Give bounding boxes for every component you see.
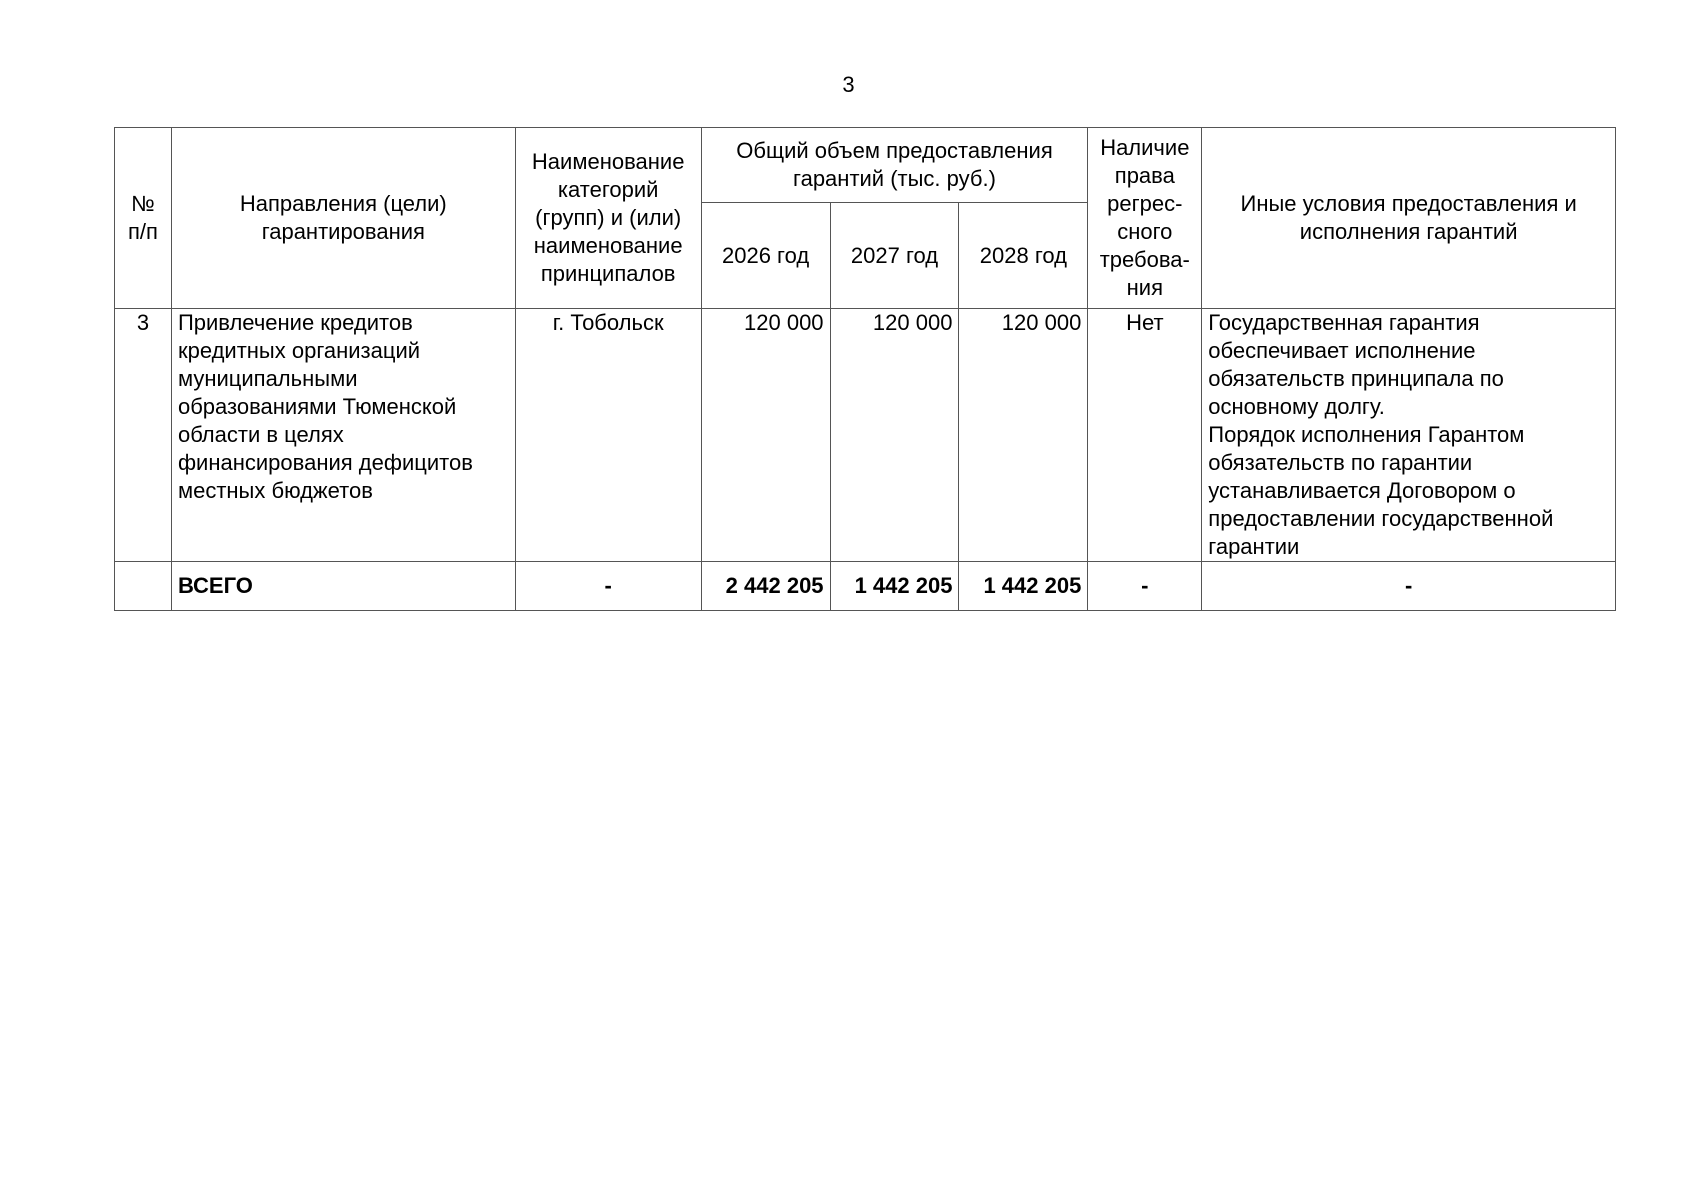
header-year-2026: 2026 год <box>701 203 830 309</box>
total-amount-2026: 2 442 205 <box>701 562 830 611</box>
total-recourse: - <box>1088 562 1202 611</box>
total-label: ВСЕГО <box>171 562 515 611</box>
row-recourse: Нет <box>1088 309 1202 562</box>
row-category: г. Тобольск <box>515 309 701 562</box>
total-amount-2028: 1 442 205 <box>959 562 1088 611</box>
row-conditions-part-1: Государственная гарантия обеспечивает исполнение обязательств принципала по основному долгу. <box>1208 310 1504 419</box>
row-amount-2028: 120 000 <box>959 309 1088 562</box>
header-conditions: Иные условия предоставления и исполнения гарантий <box>1202 128 1616 309</box>
total-conditions: - <box>1202 562 1616 611</box>
total-num <box>115 562 172 611</box>
total-category: - <box>515 562 701 611</box>
header-year-2027: 2027 год <box>830 203 959 309</box>
header-category: Наименование категорий (групп) и (или) наименование принципалов <box>515 128 701 309</box>
row-conditions <box>1202 309 1616 562</box>
header-row <box>115 128 1616 203</box>
header-num: № п/п <box>115 128 172 309</box>
row-direction: Привлечение кредитов кредитных организаций муниципальными образованиями Тюменской области в целях финансирования дефицитов местных бюджетов <box>171 309 515 562</box>
row-num: 3 <box>115 309 172 562</box>
row-amount-2026: 120 000 <box>701 309 830 562</box>
total-row <box>115 562 1616 611</box>
row-amount-2027: 120 000 <box>830 309 959 562</box>
row-conditions-part-2: Порядок исполнения Гарантом обязательств по гарантии устанавливается Договором о предоставлении государственной гарантии <box>1208 422 1554 559</box>
header-direction: Направления (цели) гарантирования <box>171 128 515 309</box>
page-number: 3 <box>842 72 855 97</box>
table-row <box>115 309 1616 562</box>
guarantees-table <box>114 127 1616 611</box>
total-amount-2027: 1 442 205 <box>830 562 959 611</box>
header-recourse: Наличие права регрес-сного требова-ния <box>1088 128 1202 309</box>
header-year-2028: 2028 год <box>959 203 1088 309</box>
header-volume: Общий объем предоставления гарантий (тыс. руб.) <box>701 128 1088 203</box>
